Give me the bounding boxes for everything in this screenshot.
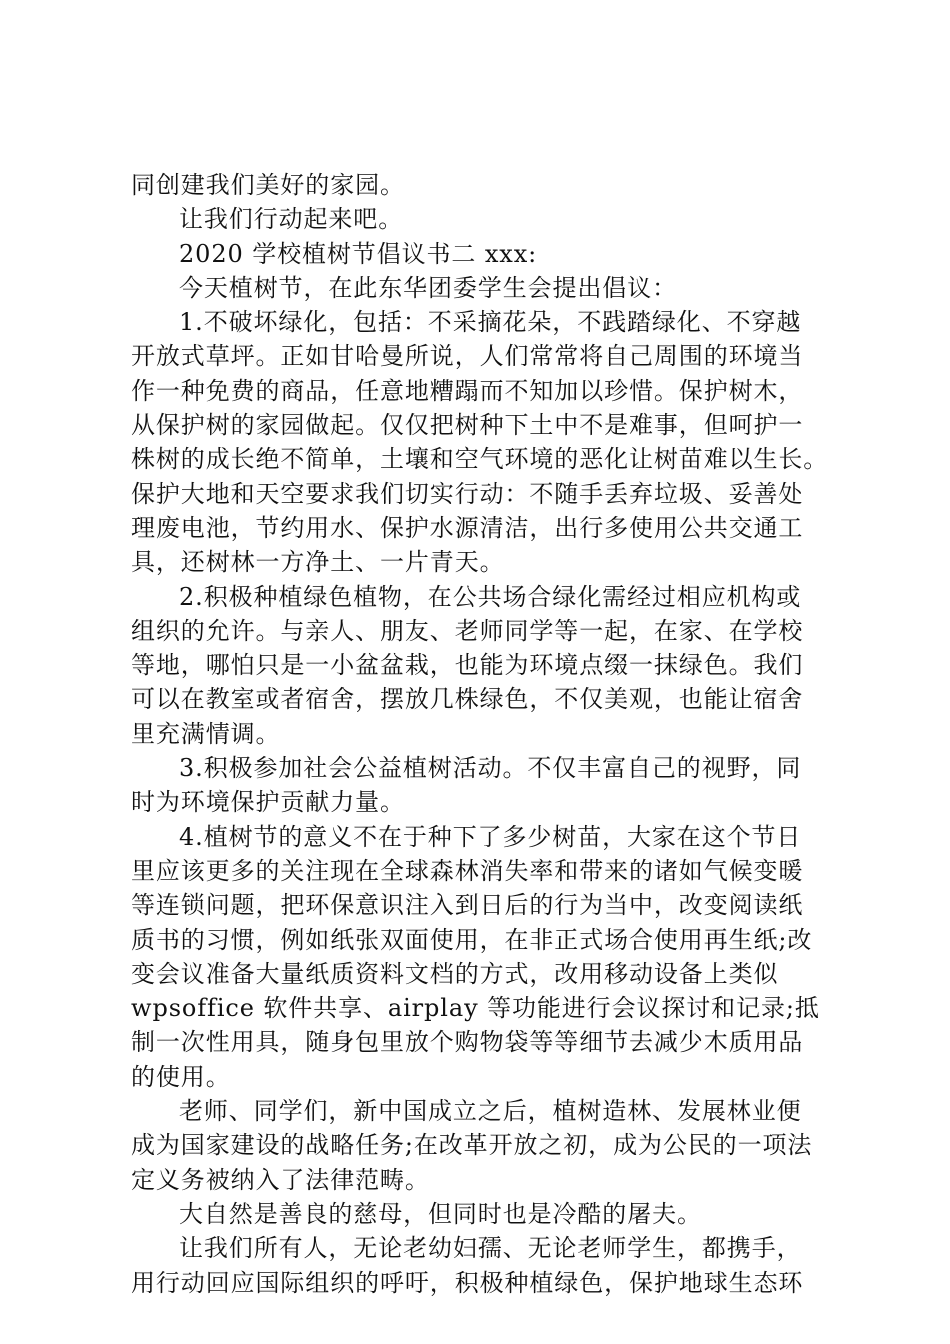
text-line: 里充满情调。 [131,719,281,748]
text-line: 保护大地和天空要求我们切实行动：不随手丢弃垃圾、妥善处 [131,479,804,508]
text-line: 用行动回应国际组织的呼吁，积极种植绿色，保护地球生态环 [131,1268,804,1297]
text-line: 让我们所有人，无论老幼妇孺、无论老师学生，都携手， [179,1234,802,1263]
text-line: 株树的成长绝不简单，土壤和空气环境的恶化让树苗难以生长。 [131,445,829,474]
text-line: 制一次性用具，随身包里放个购物袋等等细节去减少木质用品 [131,1028,804,1057]
text-line: 理废电池，节约用水、保护水源清洁，出行多使用公共交通工 [131,513,804,542]
text-line: 成为国家建设的战略任务;在改革开放之初，成为公民的一项法 [131,1131,813,1160]
text-line: 组织的允许。与亲人、朋友、老师同学等一起，在家、在学校 [131,616,804,645]
text-line: 从保护树的家园做起。仅仅把树种下土中不是难事，但呵护一 [131,411,804,440]
text-line: 3.积极参加社会公益植树活动。不仅丰富自己的视野，同 [179,754,802,783]
text-line: 可以在教室或者宿舍，摆放几株绿色，不仅美观，也能让宿舍 [131,685,804,714]
text-line: 等地，哪怕只是一小盆盆栽，也能为环境点缀一抹绿色。我们 [131,651,804,680]
text-line: 1.不破坏绿化，包括：不采摘花朵，不践踏绿化、不穿越 [179,308,802,337]
text-line: 2020 学校植树节倡议书二 xxx: [179,239,538,268]
text-line: 开放式草坪。正如甘哈曼所说，人们常常将自己周围的环境当 [131,342,804,371]
text-line: 同创建我们美好的家园。 [131,171,405,199]
text-line: 大自然是善良的慈母，但同时也是冷酷的屠夫。 [179,1199,702,1228]
text-line: wpsoffice 软件共享、airplay 等功能进行会议探讨和记录;抵 [131,994,820,1023]
text-line: 质书的习惯，例如纸张双面使用，在非正式场合使用再生纸;改 [131,925,813,954]
text-line: 定义务被纳入了法律范畴。 [131,1165,430,1194]
text-line: 今天植树节，在此东华团委学生会提出倡议： [179,273,677,302]
text-line: 的使用。 [131,1062,231,1091]
text-line: 时为环境保护贡献力量。 [131,788,405,817]
text-line: 让我们行动起来吧。 [179,205,404,234]
text-line: 里应该更多的关注现在全球森林消失率和带来的诸如气候变暖 [131,856,804,885]
document-body [131,168,843,1300]
text-line: 等连锁问题，把环保意识注入到日后的行为当中，改变阅读纸 [131,891,804,920]
text-line: 作一种免费的商品，任意地糟蹋而不知加以珍惜。保护树木， [131,376,804,405]
text-line: 4.植树节的意义不在于种下了多少树苗，大家在这个节日 [179,822,802,851]
text-line: 具，还树林一方净土、一片青天。 [131,548,505,577]
text-line: 2.积极种植绿色植物，在公共场合绿化需经过相应机构或 [179,582,802,611]
text-line: 变会议准备大量纸质资料文档的方式，改用移动设备上类似 [131,959,779,988]
text-line: 老师、同学们，新中国成立之后，植树造林、发展林业便 [179,1097,802,1126]
